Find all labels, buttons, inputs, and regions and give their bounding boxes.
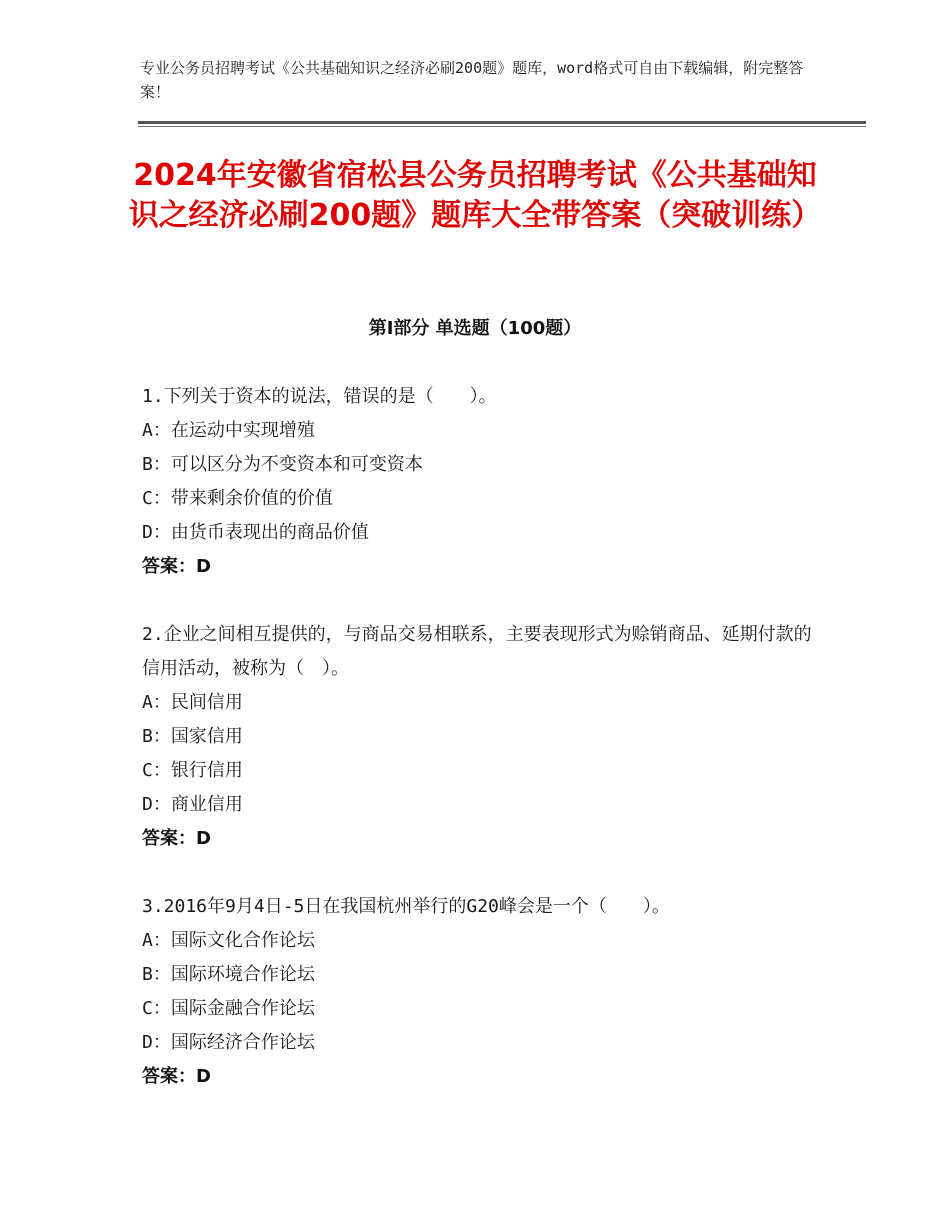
question-list (142, 380, 812, 1128)
header-divider-thin (138, 126, 866, 127)
option-b: B：国际环境合作论坛 (142, 964, 315, 985)
answer: 答案：D (142, 828, 211, 849)
answer: 答案：D (142, 1066, 211, 1087)
option-a: A：民间信用 (142, 692, 243, 713)
option-c: C：带来剩余价值的价值 (142, 488, 333, 509)
question-stem: 1.下列关于资本的说法，错误的是（ ）。 (142, 386, 497, 407)
question-stem: 3.2016年9月4日-5日在我国杭州举行的G20峰会是一个（ ）。 (142, 896, 670, 917)
option-d: D：国际经济合作论坛 (142, 1032, 315, 1053)
option-c: C：银行信用 (142, 760, 243, 781)
option-d: D：由货币表现出的商品价值 (142, 522, 369, 543)
option-c: C：国际金融合作论坛 (142, 998, 315, 1019)
option-a: A：在运动中实现增殖 (142, 420, 315, 441)
question-3 (142, 890, 812, 1094)
section-title: 第Ⅰ部分 单选题（100题） (368, 318, 582, 339)
option-b: B：国家信用 (142, 726, 243, 747)
option-a: A：国际文化合作论坛 (142, 930, 315, 951)
header-divider-thick (138, 121, 866, 124)
option-b: B：可以区分为不变资本和可变资本 (142, 454, 423, 475)
answer: 答案：D (142, 556, 211, 577)
header-note: 专业公务员招聘考试《公共基础知识之经济必刷200题》题库，word格式可自由下载编辑，附完整答案！ (140, 59, 804, 101)
option-d: D：商业信用 (142, 794, 243, 815)
question-2 (142, 618, 812, 856)
question-1 (142, 380, 812, 584)
question-stem: 2.企业之间相互提供的，与商品交易相联系，主要表现形式为赊销商品、延期付款的信用活动，被称为（ ）。 (142, 624, 812, 679)
document-title: 2024年安徽省宿松县公务员招聘考试《公共基础知识之经济必刷200题》题库大全带答案（突破训练） (128, 158, 822, 233)
